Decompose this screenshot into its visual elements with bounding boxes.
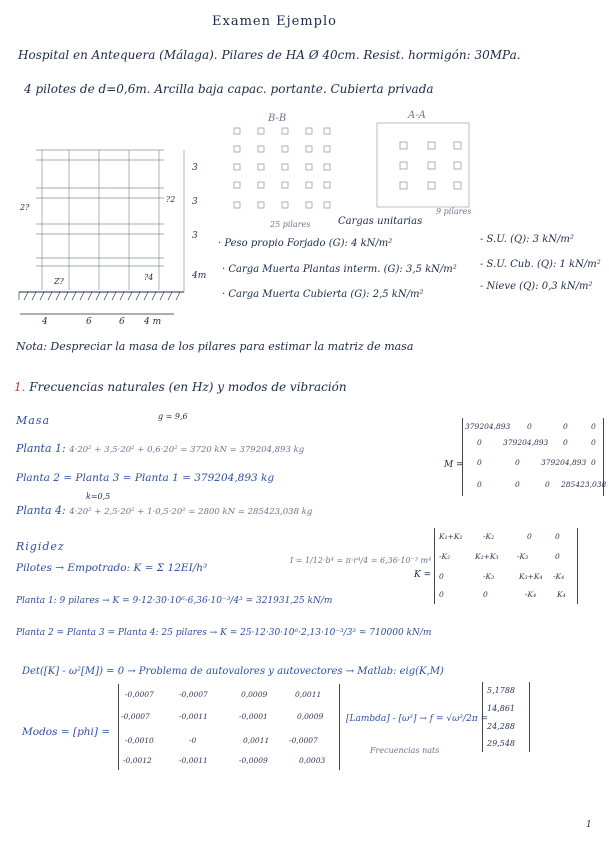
section-aa-plan xyxy=(376,122,474,212)
page-number: 1 xyxy=(586,820,592,830)
masa-planta-1 xyxy=(16,442,304,455)
mass-cell: 0 xyxy=(515,458,520,467)
mode-cell: 0,0009 xyxy=(297,712,324,721)
stiffness-cell: -K₂ xyxy=(483,532,495,541)
mode-cell: -0,0007 xyxy=(179,690,208,699)
left-label-2: ?2 xyxy=(166,195,176,204)
page-title: Examen Ejemplo xyxy=(212,14,337,29)
stiffness-cell: 0 xyxy=(555,532,560,541)
load-carga-muerta-plantas: · Carga Muerta Plantas interm. (G): 3,5 kN/m² xyxy=(222,264,457,275)
rigidez-heading: Rigidez xyxy=(16,540,65,553)
mass-cell: 0 xyxy=(563,438,568,447)
masa-planta-4-label: Planta 4: xyxy=(16,504,66,517)
stiffness-cell: -K₂ xyxy=(439,552,451,561)
rigidez-planta-2: Planta 2 = Planta 3 = Planta 4: 25 pilares → K = 25·12·30·10⁶·2,13·10⁻³/3³ = 710000 kN/m xyxy=(16,628,432,638)
mode-cell: -0,0007 xyxy=(289,736,318,745)
mass-cell: 0 xyxy=(545,480,550,489)
dim-bottom-2: 6 xyxy=(119,317,125,327)
section-bb-plan xyxy=(228,122,338,220)
left-label-1: Z? xyxy=(54,277,64,286)
masa-planta-1-label: Planta 1: xyxy=(16,442,66,455)
dim-bottom-3: 4 m xyxy=(144,317,162,327)
det-equation: Det([K] - ω²[M]) = 0 → Problema de autovalores y autovectores → Matlab: eig(K,M) xyxy=(22,666,444,677)
rigidez-inertia: I = 1/12·b⁴ = π·r⁴/4 = 6,36·10⁻³ m⁴ xyxy=(290,556,432,565)
label-25-pilares: 25 pilares xyxy=(270,220,311,229)
header-line-1: Hospital en Antequera (Málaga). Pilares de HA Ø 40cm. Resist. hormigón: 30MPa. xyxy=(18,48,521,62)
mode-cell: -0,0011 xyxy=(179,712,208,721)
section-aa-label: A-A xyxy=(408,110,426,121)
mode-cell: -0,0007 xyxy=(121,712,150,721)
masa-planta-1-eq: 4·20² + 3,5·20² + 0,6·20² = 3720 kN = 379204,893 kg xyxy=(69,445,305,455)
section-1-heading xyxy=(14,380,347,394)
freq-value: 29,548 xyxy=(487,739,515,748)
masa-heading: Masa xyxy=(16,414,51,427)
mode-cell: -0,0012 xyxy=(123,756,152,765)
stiffness-cell: -K₄ xyxy=(553,572,565,581)
dim-right-2: 3 xyxy=(192,231,198,241)
stiffness-cell: 0 xyxy=(439,590,444,599)
cargas-title: Cargas unitarias xyxy=(338,216,423,227)
freq-vector xyxy=(482,682,530,752)
dim-right-1: 3 xyxy=(192,197,198,207)
stiffness-cell: 0 xyxy=(555,552,560,561)
masa-planta-2: Planta 2 = Planta 3 = Planta 1 = 379204,893 kg xyxy=(16,472,275,484)
mass-cell: 0 xyxy=(591,458,596,467)
stiffness-matrix xyxy=(434,528,578,604)
load-peso-propio: · Peso propio Forjado (G): 4 kN/m² xyxy=(218,238,393,249)
mode-cell: -0,0007 xyxy=(125,690,154,699)
freq-equation: [Lambda] - [ω²] → f = √ω²/2π = xyxy=(346,714,489,724)
mass-cell: 285423,038 xyxy=(561,480,607,489)
note: Nota: Despreciar la masa de los pilares para estimar la matriz de masa xyxy=(16,340,414,353)
dim-bottom-0: 4 xyxy=(42,317,48,327)
mass-cell: 0 xyxy=(477,438,482,447)
header-line-2: 4 pilotes de d=0,6m. Arcilla baja capac. portante. Cubierta privada xyxy=(24,82,434,96)
mass-matrix-label: M = xyxy=(444,460,464,470)
stiffness-cell: -K₃ xyxy=(483,572,495,581)
load-su-cub: - S.U. Cub. (Q): 1 kN/m² xyxy=(480,259,601,270)
modos-label: Modos = [phi] = xyxy=(22,726,111,738)
stiffness-cell: 0 xyxy=(439,572,444,581)
stiffness-cell: -K₄ xyxy=(525,590,537,599)
label-9-pilares: 9 pilares xyxy=(436,207,472,216)
load-su-q: - S.U. (Q): 3 kN/m² xyxy=(480,234,574,245)
dim-right-0: 3 xyxy=(192,163,198,173)
freq-value: 14,861 xyxy=(487,704,515,713)
stiffness-cell: K₃+K₄ xyxy=(519,572,543,581)
load-carga-muerta-cubierta: · Carga Muerta Cubierta (G): 2,5 kN/m² xyxy=(222,289,424,300)
modes-matrix xyxy=(118,684,340,770)
mode-cell: -0,0010 xyxy=(125,736,154,745)
freq-value: 5,1788 xyxy=(487,686,515,695)
rigidez-planta-1: Planta 1: 9 pilares → K = 9·12·30·10⁶·6,36·10⁻³/4³ = 321931,25 kN/m xyxy=(16,596,333,606)
left-label-0: 2? xyxy=(20,203,30,212)
mass-cell: 0 xyxy=(527,422,532,431)
stiffness-cell: K₂+K₃ xyxy=(475,552,499,561)
mode-cell: -0,0001 xyxy=(239,712,268,721)
masa-k-note: k=0,5 xyxy=(86,492,111,501)
masa-g-note: g = 9,6 xyxy=(158,412,188,421)
mass-cell: 0 xyxy=(477,480,482,489)
mode-cell: -0 xyxy=(189,736,197,745)
mass-cell: 0 xyxy=(591,422,596,431)
mode-cell: 0,0003 xyxy=(299,756,326,765)
mass-cell: 379204,893 xyxy=(541,458,587,467)
mode-cell: -0,0009 xyxy=(239,756,268,765)
mass-cell: 0 xyxy=(515,480,520,489)
mode-cell: 0,0009 xyxy=(241,690,268,699)
mass-cell: 379204,893 xyxy=(465,422,511,431)
masa-planta-4 xyxy=(16,504,312,517)
mass-cell: 379204,893 xyxy=(503,438,549,447)
mode-cell: 0,0011 xyxy=(243,736,270,745)
section-1-number: 1. xyxy=(14,380,26,394)
mode-cell: -0,0011 xyxy=(179,756,208,765)
mass-cell: 0 xyxy=(591,438,596,447)
stiffness-cell: 0 xyxy=(527,532,532,541)
stiffness-matrix-label: K = xyxy=(414,570,432,580)
masa-planta-4-eq: 4·20² + 2,5·20² + 1·0,5·20² = 2800 kN = 285423,038 kg xyxy=(69,507,313,517)
left-label-3: ?4 xyxy=(144,273,154,282)
rigidez-pilotes: Pilotes → Empotrado: K = Σ 12EI/h³ xyxy=(16,562,208,574)
stiffness-cell: K₁+K₂ xyxy=(439,532,463,541)
dim-bottom-1: 6 xyxy=(86,317,92,327)
load-nieve: - Nieve (Q): 0,3 kN/m² xyxy=(480,281,593,292)
stiffness-cell: -K₃ xyxy=(517,552,529,561)
dim-right-3: 4m xyxy=(192,271,207,281)
stiffness-cell: 0 xyxy=(483,590,488,599)
freq-value: 24,288 xyxy=(487,722,515,731)
stiffness-cell: K₄ xyxy=(557,590,566,599)
frame-diagram xyxy=(14,140,214,330)
section-bb-label: B-B xyxy=(268,113,287,124)
mass-matrix xyxy=(462,418,607,496)
freq-caption: Frecuencias nats xyxy=(370,746,440,755)
section-1-title: Frecuencias naturales (en Hz) y modos de vibración xyxy=(29,380,347,394)
mass-cell: 0 xyxy=(563,422,568,431)
mode-cell: 0,0011 xyxy=(295,690,322,699)
mass-cell: 0 xyxy=(477,458,482,467)
